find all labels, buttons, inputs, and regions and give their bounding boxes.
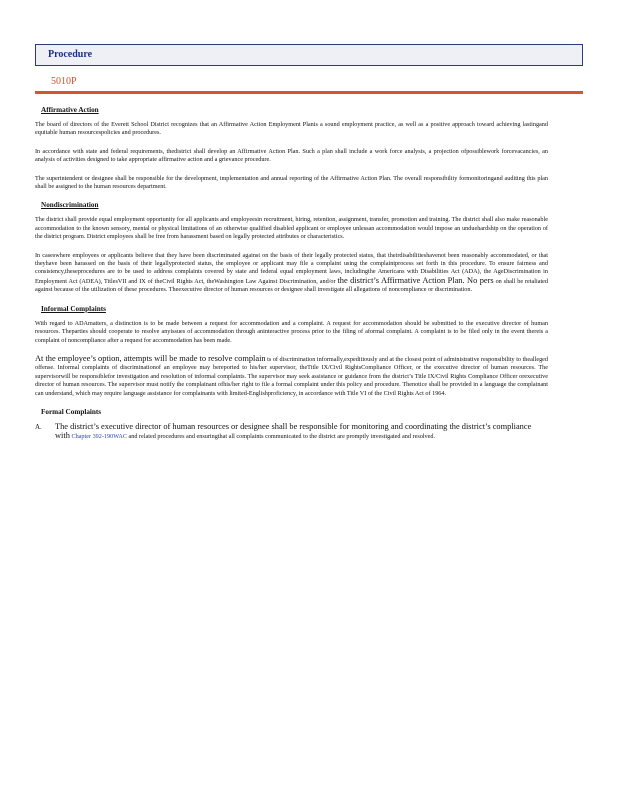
formal-item-a-text-rest: and related procedures and ensuringthat all complaints communicated to the district are promptly investigated and resolved. [128,433,436,441]
header-divider [35,91,583,94]
informal-paragraph-2-part-a: At the employee’s option, attempts will be made to resolve complain [35,353,266,363]
nondiscrimination-paragraph-2-part-c: on shall be retaliated against because of the utilization of these procedures. Theexecutive director of human resources or designee shall investigate all allegations of noncompliance or discrimination. [35,277,549,294]
nondiscrimination-paragraph-2-part-b: the district’s Affirmative Action Plan. No pers [337,275,494,285]
nondiscrimination-heading: Nondiscrimination [41,201,99,210]
formal-item-a-label: A. [35,422,42,431]
nondiscrimination-paragraph-2-part-a: In caseswhere employees or applicants believe that they have been discriminated against on the basis of their legally protected status, that theirdisabilitieshavenot been reasonably accommodated, or that theyhave been harassed on the basis of their legallyprotected status, the employee or applicant may file a complaint using the complaintprocess set forth in this procedure. To ensure fairness and consistency,theseprocedures are to be used to address complaints covered by state and federal equal employment laws, includingthe Americans with Disabilities Act (ADA), the AgeDiscrimination in Employment Act (ADEA), TitlesVII and IX of theCivil Rights Act, theWashington Law Against Discrimination, and/or [35,251,548,285]
nondiscrimination-paragraph-1: The district shall provide equal employment opportunity for all applicants and employeesin recruitment, hiring, retention, assignment, transfer, promotion and training. The district shall also make reasonable accommodation to the known sensory, mental or physical limitations of an otherwise qualified disabled applicant or employee unlessan accommodation would impose an unduehardship on the operation of the district program. District employees shall be free from harassment based on legally protected attributes or characteristics. [35,216,548,241]
policy-number: 5010P [51,76,77,87]
affirmative-paragraph-2: In accordance with state and federal requirements, thedistrict shall develop an Affirmative Action Plan. Such a plan shall include a work force analysis, a projection ofpossiblework forcevacancies, an analysis of activities designed to take appropriate affirmative action and a grievance procedure. [35,147,548,164]
affirmative-paragraph-1: The board of directors of the Everett School District recognizes that an Affirmative Action Employment Planis a sound employment practice, as well as a positive approach toward achieving lastingand equitable human resourcespolicies and procedures. [35,121,548,137]
informal-paragraph-2 [35,355,548,398]
formal-item-a-body [55,423,548,442]
chapter-392-190-wac-link[interactable]: Chapter 392-190WAC [71,433,127,441]
procedure-title: Procedure [48,49,93,60]
affirmative-action-heading: Affirmative Action [41,106,99,114]
affirmative-paragraph-3: The superintendent or designee shall be responsible for the development, implementation and annual reporting of the Affirmative Action Plan. The overall responsibility formonitoringand auditing this plan shall be assigned to the human resources department. [35,174,548,191]
procedure-header-box [35,44,583,66]
formal-complaints-heading: Formal Complaints [41,407,102,416]
informal-complaints-heading: Informal Complaints [41,304,106,313]
informal-paragraph-2-part-b: ts of discrimination informally,expeditiously and at the closest point of administrative responsibility to thealleged offense. Informal complaints of discriminationof an employee may bereported to his/her supervisor, theTitle IX/Civil RightsCompliance Officer, or the executive director of human resources. The supervisorwill be responsiblefor investigation and resolution of informal complaints. The supervisor may seek assistance or guidance from the district’s Title IX/Civil Rights Compliance Officer orexecutive director of human resources. The supervisor must notify the complainant ofhis/her right to file a formal complaint under this policy and procedure. Thenotice shall be provided in a language the complainant can understand, which may require language assistance for complainants with limited-Englishproficiency, in accordance with Title VI of the Civil Rights Act of 1964. [35,355,549,397]
formal-item-a-text-big: The district’s executive director of human resources or designee shall be responsible for monitoring and coordinating the district’s compliance with [55,421,532,441]
nondiscrimination-paragraph-2 [35,252,548,295]
formal-item-a [35,423,548,442]
document-body [35,106,548,442]
informal-paragraph-1: With regard to ADAmatters, a distinction is to be made between a request for accommodation and a complaint. A request for accommodation should be submitted to the executive director of human resources. Theparties should cooperate to resolve anyissues of accommodation through aninteractive process prior to the filing of aformal complaint. A complaint is to be filed only in the event thereis a complaint of noncompliance after a request for accommodation has been made. [35,319,548,344]
